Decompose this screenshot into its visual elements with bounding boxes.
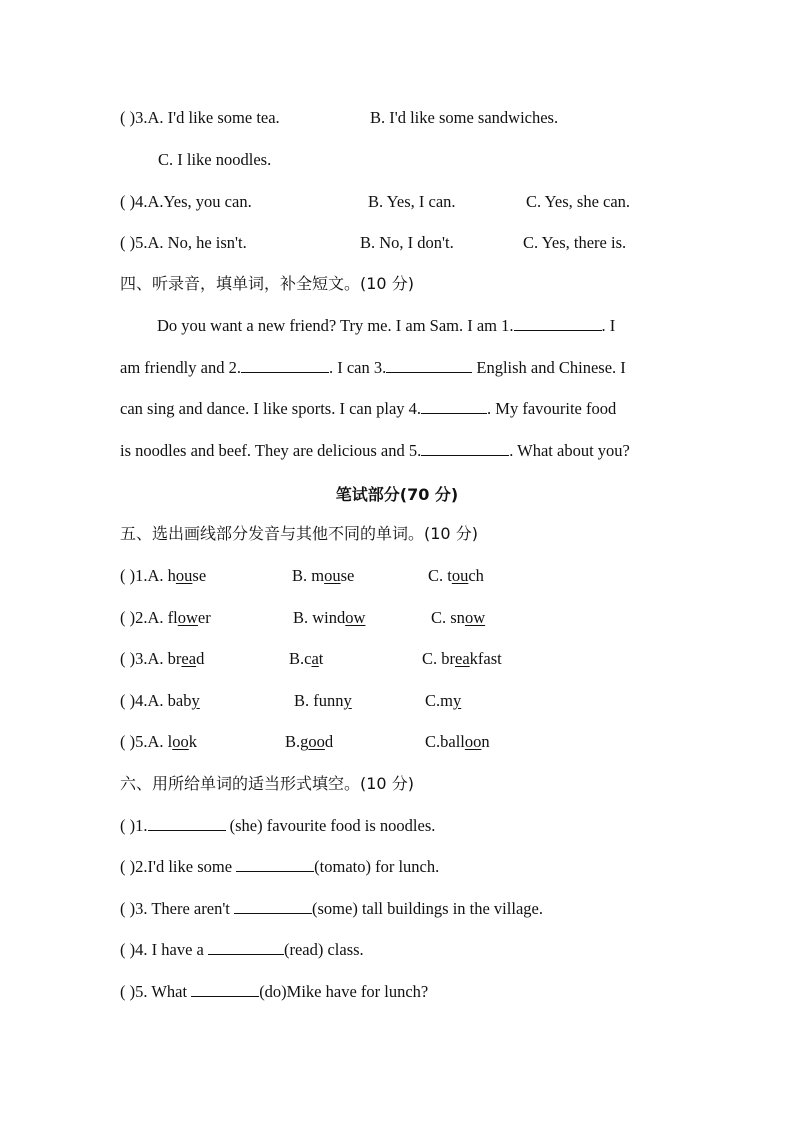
blank-5[interactable]	[421, 441, 509, 456]
option-c: C. touch	[428, 566, 484, 585]
option-b: B.cat	[289, 649, 324, 668]
option-c: C.balloon	[425, 732, 490, 751]
passage-line-3: can sing and dance. I like sports. I can play 4. . My favourite food	[120, 399, 617, 418]
option-c: C. Yes, she can.	[526, 192, 631, 211]
fill-question-1: ( )1. (she) favourite food is noodles.	[120, 816, 436, 835]
question-number: ( )4.	[120, 192, 148, 211]
blank-2[interactable]	[241, 358, 329, 373]
option-b: B. mouse	[292, 566, 355, 585]
option-a: A. I'd like some tea.	[147, 108, 280, 127]
phonics-question-4: ( )4.A. baby B. funny C.my	[120, 691, 462, 710]
fill-question-2: ( )2.I'd like some (tomato) for lunch.	[120, 857, 440, 876]
answer-blank[interactable]	[208, 940, 284, 955]
answer-blank[interactable]	[148, 816, 226, 831]
passage-line-4: is noodles and beef. They are delicious and 5. . What about you?	[120, 441, 630, 460]
question-number: ( )5.	[120, 233, 148, 252]
option-a: A. bread	[147, 649, 205, 668]
question-3-row	[120, 108, 559, 128]
phonics-question-2: ( )2.A. flower B. window C. snow	[120, 608, 486, 627]
phonics-question-5: ( )5.A. look B.good C.balloon	[120, 732, 490, 751]
fill-question-5: ( )5. What (do)Mike have for lunch?	[120, 982, 429, 1001]
option-c: C. I like noodles.	[158, 150, 272, 169]
passage-line-2: am friendly and 2. . I can 3. English and Chinese. I	[120, 358, 626, 377]
section-5-heading: 五、选出画线部分发音与其他不同的单词。(10 分)	[120, 524, 478, 543]
answer-blank[interactable]	[236, 857, 314, 872]
option-c: C. breakfast	[422, 649, 502, 668]
question-4-row	[120, 192, 631, 212]
blank-1[interactable]	[514, 316, 602, 331]
fill-question-3: ( )3. There aren't (some) tall buildings in the village.	[120, 899, 543, 918]
option-c: C. Yes, there is.	[523, 233, 627, 252]
option-c: C. snow	[431, 608, 486, 627]
option-a: A. No, he isn't.	[147, 233, 247, 252]
option-b: B. I'd like some sandwiches.	[370, 108, 559, 127]
option-b: B.good	[285, 732, 334, 751]
question-number: ( )3.	[120, 108, 148, 127]
blank-4[interactable]	[421, 399, 487, 414]
option-b: B. funny	[294, 691, 352, 710]
option-b: B. Yes, I can.	[368, 192, 456, 211]
section-6-heading: 六、用所给单词的适当形式填空。(10 分)	[120, 774, 414, 793]
answer-blank[interactable]	[234, 899, 312, 914]
fill-question-4: ( )4. I have a (read) class.	[120, 940, 364, 959]
option-a: A.Yes, you can.	[147, 192, 252, 211]
option-b: B. No, I don't.	[360, 233, 454, 252]
option-c: C.my	[425, 691, 462, 710]
section-4-heading: 四、听录音，填单词，补全短文。(10 分)	[120, 274, 414, 293]
option-a: A. flower	[147, 608, 211, 627]
option-a: A. baby	[147, 691, 200, 710]
phonics-question-1: ( )1.A. house B. mouse C. touch	[120, 566, 484, 585]
question-5-row	[120, 233, 627, 253]
option-a: A. look	[147, 732, 197, 751]
option-a: A. house	[147, 566, 207, 585]
passage-line-1: Do you want a new friend? Try me. I am Sam. I am 1. . I	[157, 316, 616, 335]
answer-blank[interactable]	[191, 982, 259, 997]
phonics-question-3: ( )3.A. bread B.cat C. breakfast	[120, 649, 502, 668]
written-part-title: 笔试部分(70 分)	[335, 485, 459, 504]
blank-3[interactable]	[386, 358, 472, 373]
option-b: B. window	[293, 608, 366, 627]
